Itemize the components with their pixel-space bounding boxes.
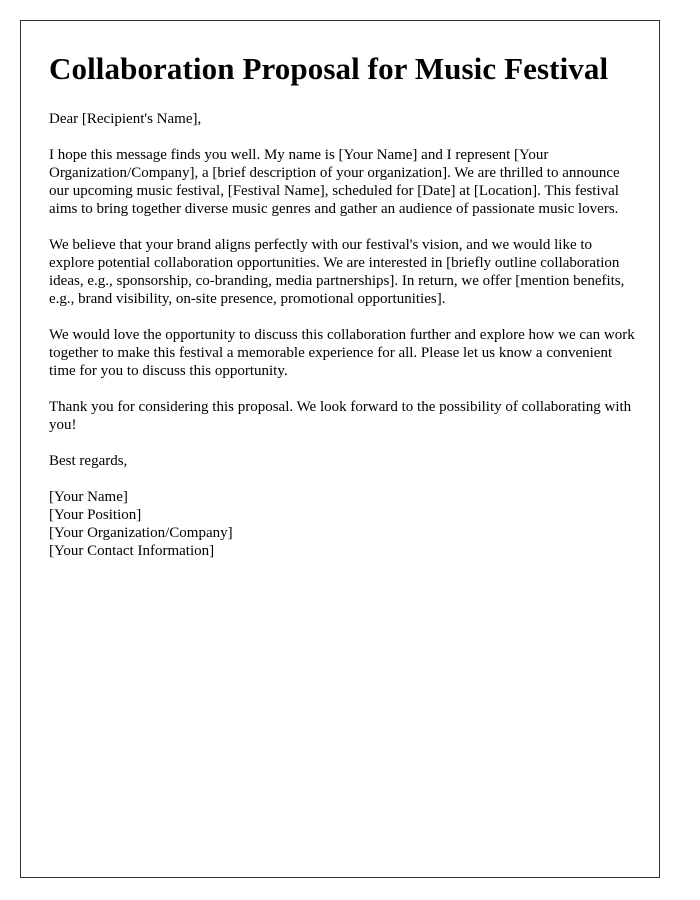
body-paragraph-thanks: Thank you for considering this proposal. We look forward to the possibility of collaborating with you! <box>49 399 632 433</box>
signature-block <box>49 488 639 560</box>
signature-name: [Your Name] <box>49 489 128 505</box>
letter-title: Collaboration Proposal for Music Festival <box>49 51 609 86</box>
signature-contact: [Your Contact Information] <box>49 543 215 559</box>
closing: Best regards, <box>49 453 128 469</box>
body-paragraph-collaboration: We believe that your brand aligns perfectly with our festival's vision, and we would like to explore potential collaboration opportunities. We are interested in [briefly outline collaboration ideas, e.g., sponsorship, co-branding, media partnerships]. In return, we offer [mention benefits, e.g., brand visibility, on-site presence, promotional opportunities]. <box>49 237 625 307</box>
salutation: Dear [Recipient's Name], <box>49 111 202 127</box>
letter-page <box>20 20 660 878</box>
body-paragraph-discussion: We would love the opportunity to discuss this collaboration further and explore how we can work together to make this festival a memorable experience for all. Please let us know a convenient time for you to discuss this opportunity. <box>49 327 635 379</box>
signature-position: [Your Position] <box>49 507 142 523</box>
body-paragraph-intro: I hope this message finds you well. My name is [Your Name] and I represent [Your Organization/Company], a [brief description of your organization]. We are thrilled to announce our upcoming music festival, [Festival Name], scheduled for [Date] at [Location]. This festival aims to bring together diverse music genres and gather an audience of passionate music lovers. <box>49 147 620 217</box>
signature-organization: [Your Organization/Company] <box>49 525 233 541</box>
letter-content <box>49 51 639 560</box>
